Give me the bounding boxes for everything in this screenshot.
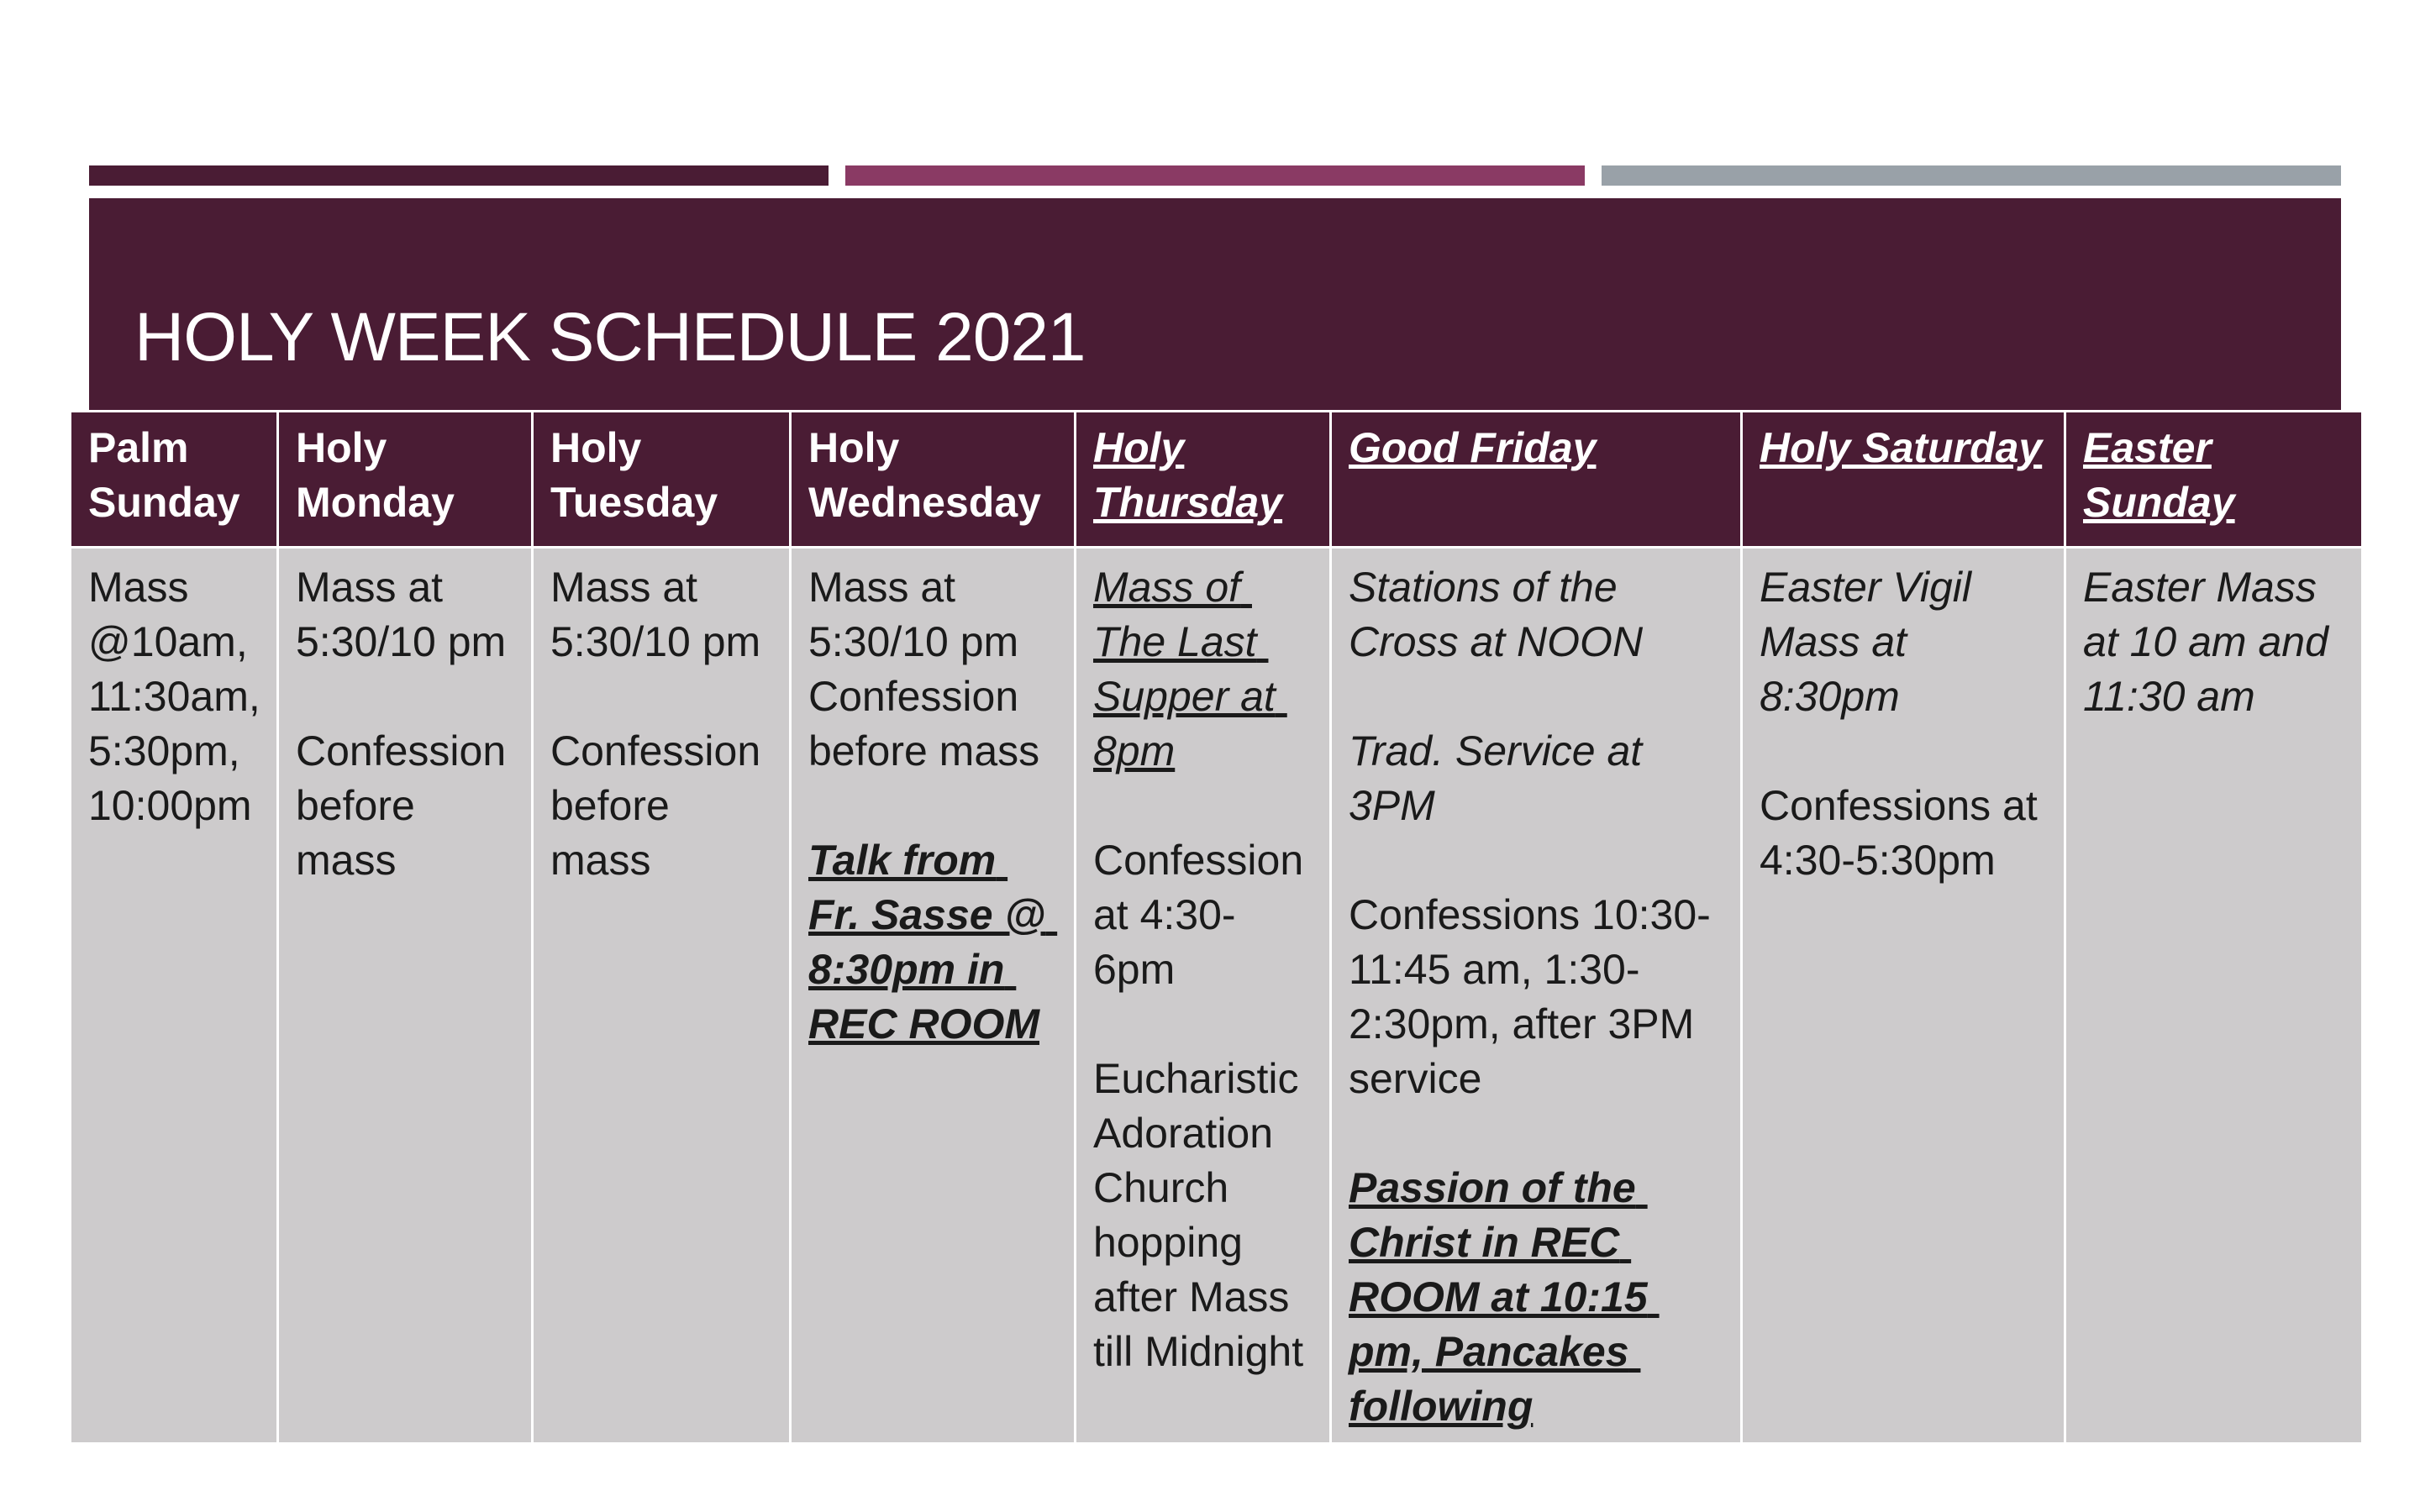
page-title: HOLY WEEK SCHEDULE 2021 xyxy=(134,299,1086,375)
header-row xyxy=(71,412,2363,548)
holy-wednesday-talk: Talk from Fr. Sasse @ 8:30pm in REC ROOM xyxy=(808,837,1058,1047)
header-holy-tuesday: Holy Tuesday xyxy=(533,412,791,548)
holy-wednesday-confession: Confession before mass xyxy=(808,673,1040,774)
palm-sunday-mass: Mass @10am, 11:30am, 5:30pm, 10:00pm xyxy=(88,564,272,829)
schedule-row xyxy=(71,548,2363,1444)
header-good-friday: Good Friday xyxy=(1331,412,1742,548)
holy-thursday-mass: Mass of The Last Supper at 8pm xyxy=(1093,564,1287,774)
easter-sunday-mass: Easter Mass at 10 am and 11:30 am xyxy=(2083,564,2340,720)
cell-holy-tuesday xyxy=(533,548,791,1444)
cell-holy-saturday xyxy=(1742,548,2065,1444)
good-friday-service: Trad. Service at 3PM xyxy=(1349,727,1655,829)
cell-holy-thursday xyxy=(1076,548,1331,1444)
accent-bar-gray xyxy=(1602,165,2341,186)
header-holy-wednesday: Holy Wednesday xyxy=(791,412,1076,548)
holy-thursday-confession: Confession at 4:30-6pm xyxy=(1093,837,1316,993)
header-holy-thursday: Holy Thursday xyxy=(1076,412,1331,548)
holy-monday-mass: Mass at 5:30/10 pm xyxy=(296,564,507,665)
holy-thursday-adoration: Eucharistic Adoration Church hopping after Mass till Midnight xyxy=(1093,1055,1308,1375)
cell-holy-monday xyxy=(278,548,533,1444)
cell-good-friday xyxy=(1331,548,1742,1444)
header-palm-sunday: Palm Sunday xyxy=(71,412,278,548)
holy-wednesday-mass: Mass at 5:30/10 pm xyxy=(808,564,1019,665)
good-friday-passion: Passion of the Christ in REC ROOM at 10:15 pm, Pancakes following xyxy=(1349,1164,1660,1430)
header-easter-sunday: Easter Sunday xyxy=(2065,412,2363,548)
holy-tuesday-confession: Confession before mass xyxy=(550,727,773,884)
schedule-table xyxy=(69,410,2364,1445)
holy-tuesday-mass: Mass at 5:30/10 pm xyxy=(550,564,761,665)
holy-monday-confession: Confession before mass xyxy=(296,727,518,884)
holy-saturday-confessions: Confessions at 4:30-5:30pm xyxy=(1760,782,2049,884)
cell-palm-sunday xyxy=(71,548,278,1444)
cell-holy-wednesday xyxy=(791,548,1076,1444)
good-friday-stations: Stations of the Cross at NOON xyxy=(1349,564,1644,665)
accent-bar-plum xyxy=(845,165,1585,186)
holy-saturday-vigil: Easter Vigil Mass at 8:30pm xyxy=(1760,564,1983,720)
cell-easter-sunday xyxy=(2065,548,2363,1444)
good-friday-confessions: Confessions 10:30-11:45 am, 1:30-2:30pm, after 3PM service xyxy=(1349,891,1711,1102)
accent-bar-dark xyxy=(89,165,829,186)
header-holy-saturday: Holy Saturday xyxy=(1742,412,2065,548)
header-holy-monday: Holy Monday xyxy=(278,412,533,548)
